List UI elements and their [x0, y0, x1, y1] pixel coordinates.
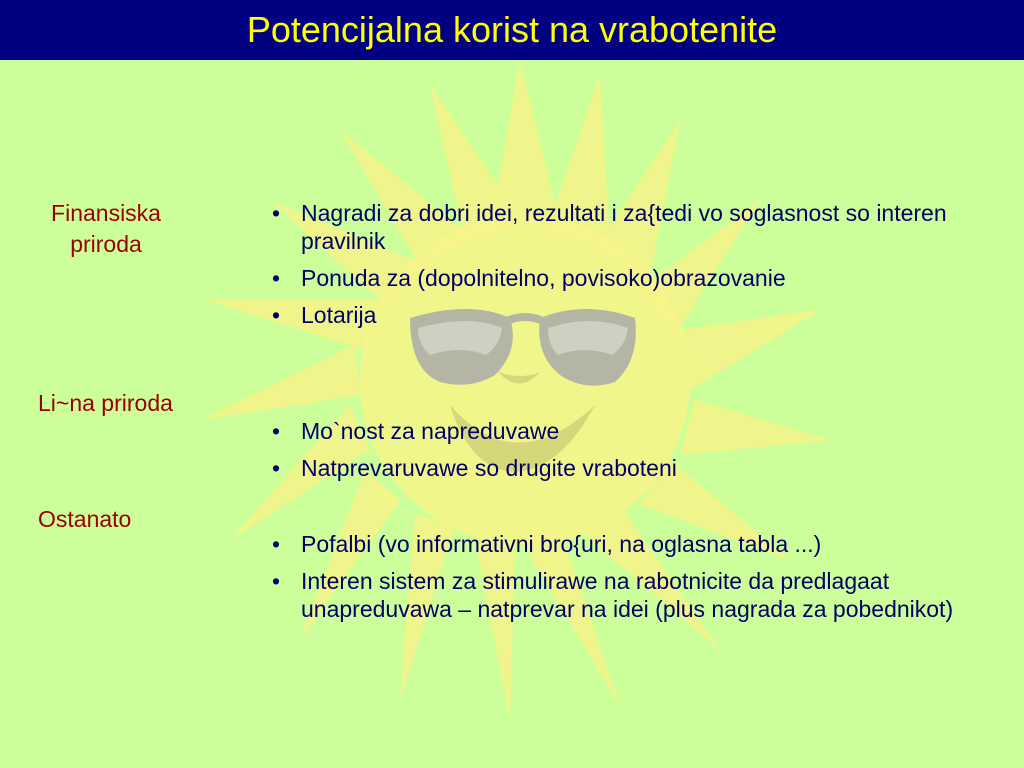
category-label-financial: Finansiska priroda: [51, 200, 161, 257]
bullet-item: • Ponuda za (dopolnitelno, povisoko)obrazovanie: [272, 264, 972, 292]
bullet-list-personal: [272, 417, 972, 491]
category-label-other: Ostanato: [38, 506, 132, 532]
bullet-item: • Lotarija: [272, 301, 972, 329]
slide-title: Potencijalna korist na vrabotenite: [246, 9, 778, 50]
bullet-list-financial: [272, 199, 972, 338]
category-label-personal: Li~na priroda: [38, 390, 173, 416]
bullet-item: • Interen sistem za stimulirawe na rabotnicite da predlagaat unapreduvawa – natprevar na idei (plus nagrada za pobednikot): [272, 567, 972, 623]
bullet-item: • Pofalbi (vo informativni bro{uri, na oglasna tabla ...): [272, 530, 972, 558]
bullet-item: • Nagradi za dobri idei, rezultati i za{tedi vo soglasnost so interen pravilnik: [272, 199, 972, 255]
bullet-list-other: [272, 530, 972, 632]
bullet-item: • Mo`nost za napreduvawe: [272, 417, 972, 445]
bullet-item: • Natprevaruvawe so drugite vraboteni: [272, 454, 972, 482]
